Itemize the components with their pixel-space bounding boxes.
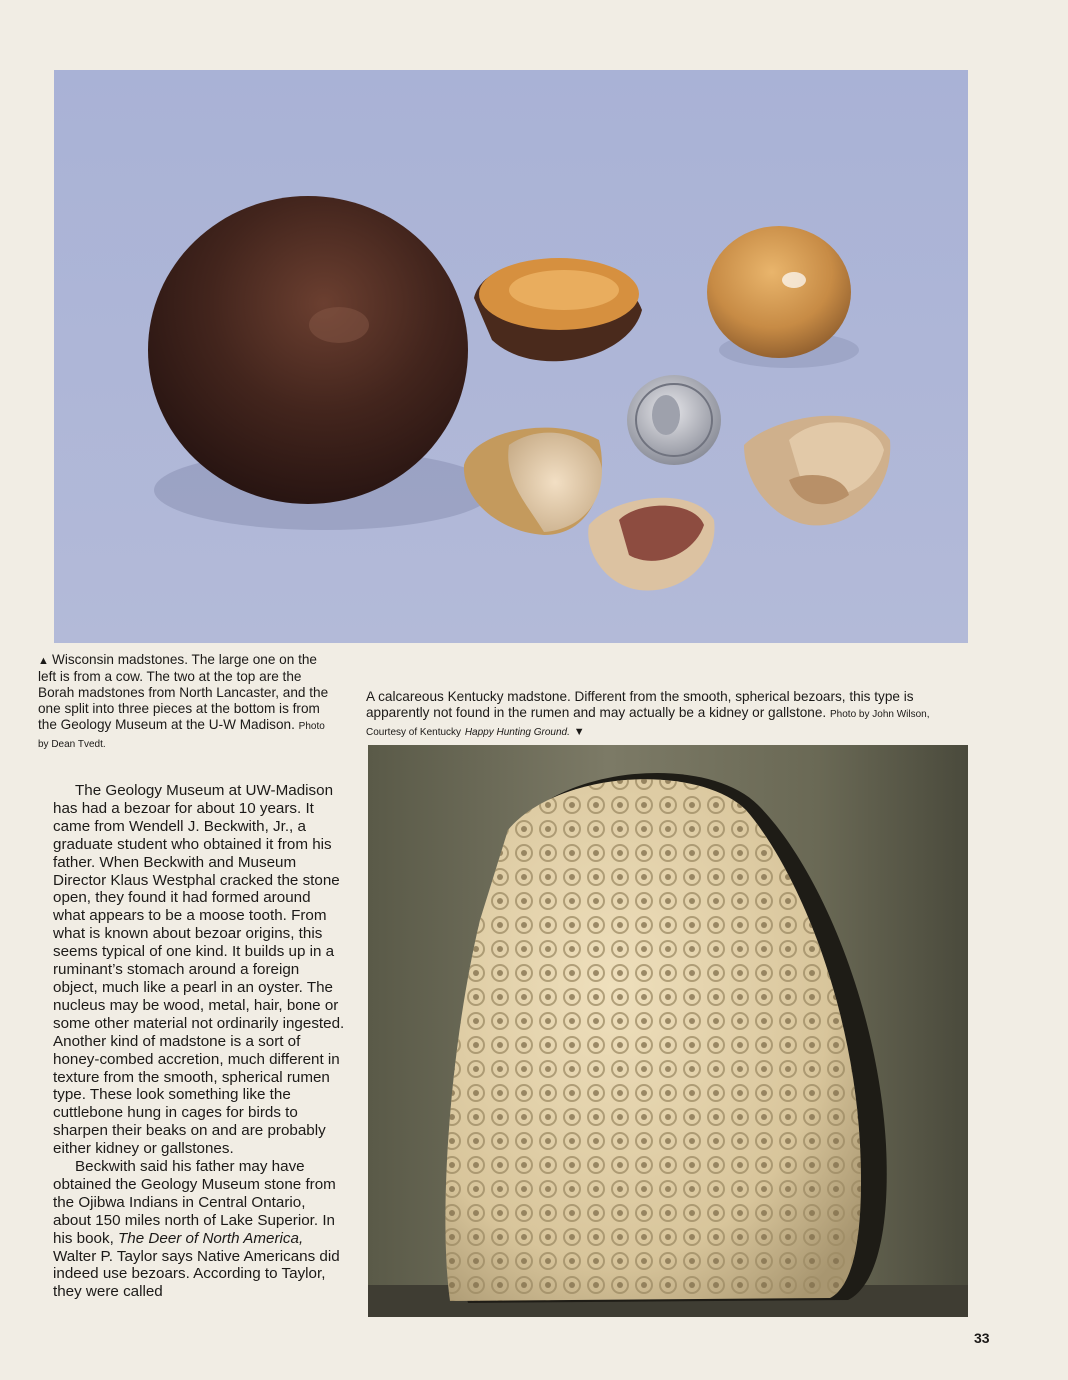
article-paragraph-1: The Geology Museum at UW-Madison has had a bezoar for about 10 years. It came from Wendell J. Beckwith, Jr., a graduate student who obtained it from his father. When Beckwith and Museum Director Klaus Westphal cracked the stone open, they found it had formed around what appears to be a moose tooth. From what is known about bezoar origins, this seems typical of one kind. It builds up in a ruminant’s stomach around a foreign object, much like a pearl in an oyster. The nucleus may be wood, metal, hair, bone or some other material not ordinarily ingested. Another kind of madstone is a sort of honey-combed accretion, much different in texture from the smooth, spherical rumen type. These look something like the cuttlebone hung in cages for birds to sharpen their beaks on and are probably either kidney or gallstones. bbox=[53, 782, 345, 1158]
caption-left-text: Wisconsin madstones. The large one on the left is from a cow. The two at the top are the Borah madstones from North Lancaster, and the one split into three pieces at the bottom is from the Geology Museum at the U-W Madison. bbox=[38, 652, 329, 732]
kentucky-madstone-photo bbox=[368, 745, 968, 1317]
madstones-photo bbox=[54, 70, 968, 643]
triangle-down-icon: ▼ bbox=[573, 726, 585, 738]
article-paragraph-2-end: Walter P. Taylor says Native Americans did indeed use bezoars. According to Taylor, they were called bbox=[53, 1247, 340, 1301]
triangle-up-icon: ▲ bbox=[38, 655, 49, 667]
book-title: The Deer of North America, bbox=[118, 1229, 304, 1247]
caption-kentucky-madstone bbox=[366, 689, 966, 741]
caption-wisconsin-madstones bbox=[38, 652, 338, 753]
page-number: 33 bbox=[974, 1330, 990, 1346]
article-paragraph-2 bbox=[53, 1158, 345, 1301]
caption-right-credit: Photo by John Wilson, Courtesy of Kentucky bbox=[366, 709, 930, 738]
article-body bbox=[53, 782, 345, 1301]
madstones-image bbox=[54, 70, 968, 643]
kentucky-madstone-image bbox=[368, 745, 968, 1317]
article-paragraph-2-start: Beckwith said his father may have obtained the Geology Museum stone from the Ojibwa Indians in Central Ontario, about 150 miles north of Lake Superior. In his book, bbox=[53, 1158, 336, 1247]
caption-left-credit: Photo by Dean Tvedt. bbox=[38, 721, 325, 750]
caption-right-credit-title: Happy Hunting Ground. bbox=[464, 727, 570, 738]
caption-right-text: A calcareous Kentucky madstone. Different from the smooth, spherical bezoars, this type is apparently not found in the rumen and may actually be a kidney or gallstone. bbox=[366, 689, 914, 720]
